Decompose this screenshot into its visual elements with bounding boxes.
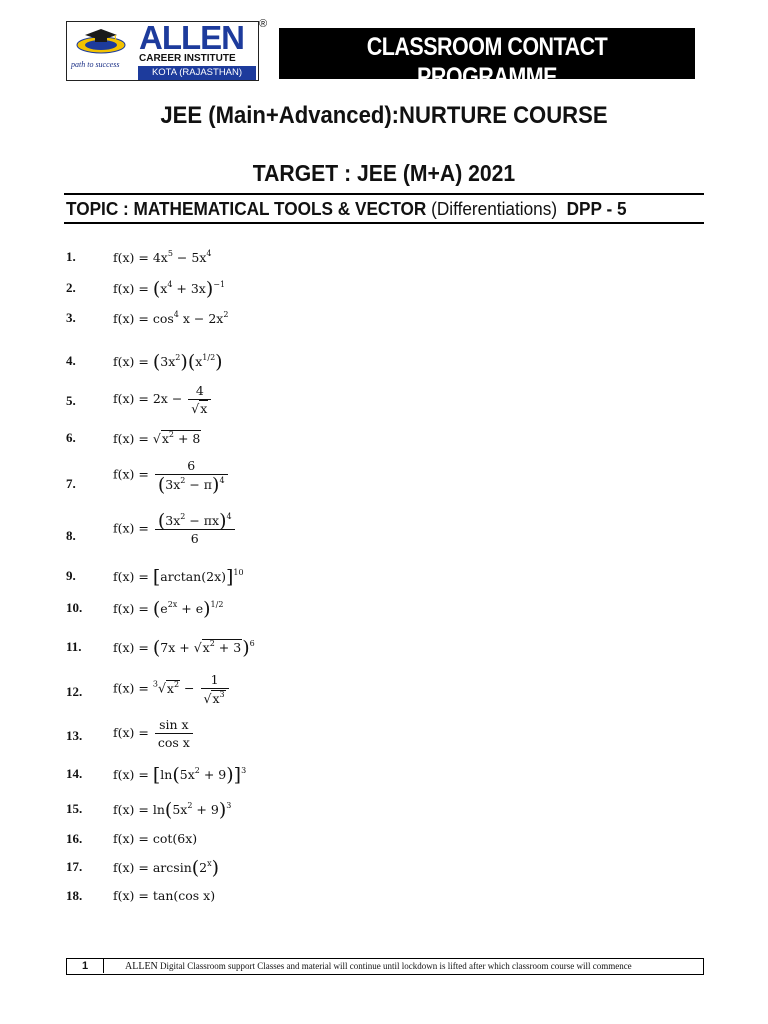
question-1 [0, 249, 768, 279]
target-title: TARGET : JEE (M+A) 2021 [252, 160, 516, 186]
question-expression: $f(x) = √x^2 + 8$ [113, 430, 201, 446]
page-number: 1 [67, 959, 104, 973]
logo-location: KOTA (RAJASTHAN) [138, 66, 256, 80]
question-number: 11. [66, 639, 82, 654]
question-number: 3. [66, 310, 76, 325]
registered-mark: ® [259, 18, 268, 30]
question-expression: f(x) = $\frac{\text{sin x}}{\text{cos x}}$ [113, 717, 195, 750]
question-18 [0, 888, 768, 918]
question-10 [0, 600, 768, 630]
question-15 [0, 801, 768, 831]
question-number: 2. [66, 280, 76, 295]
question-number: 15. [66, 801, 83, 816]
question-expression: $f(x) = [\ln(5x^2 + 9)]^3$ [113, 764, 247, 786]
question-number: 1. [66, 249, 76, 264]
question-expression: $f(x) = (3x^2)(x^{1/2})$ [113, 351, 223, 373]
question-number: 5. [66, 393, 76, 408]
question-8 [0, 510, 768, 558]
footer-text: Digital Classroom support Classes and material will continue until lockdown is lifted after which classroom course will commence [160, 961, 632, 971]
question-6 [0, 430, 768, 460]
topic-main: TOPIC : MATHEMATICAL TOOLS & VECTOR [66, 198, 427, 219]
question-number: 14. [66, 766, 83, 781]
allen-logo [66, 21, 259, 81]
question-expression: $f(x) = 4x^5 - 5x^4$ [113, 249, 212, 265]
programme-title: CLASSROOM CONTACT PROGRAMME [366, 33, 608, 91]
question-number: 12. [66, 684, 83, 699]
question-17 [0, 859, 768, 889]
question-expression: $f(x) = (7x + √x^2 + 3)^6$ [113, 637, 255, 659]
course-title: JEE (Main+Advanced):NURTURE COURSE [160, 102, 608, 129]
question-expression: $f(x) = \ln(5x^2 + 9)^3$ [113, 799, 232, 821]
question-number: 6. [66, 430, 76, 445]
question-number: 4. [66, 353, 76, 368]
question-number: 18. [66, 888, 83, 903]
topic-sub: (Differentiations) [431, 198, 558, 219]
question-expression: f(x) = $\frac{6}{(3x^2 - \pi)^4}$ [113, 458, 230, 492]
footer-brand: ALLEN [125, 961, 158, 972]
logo-wordmark: ALLEN [139, 19, 244, 56]
question-expression: $f(x) = ^3√x^2$ − $\frac{1}{√x^3}$ [113, 672, 231, 706]
question-number: 7. [66, 476, 76, 491]
question-16 [0, 831, 768, 861]
question-expression: f(x) = cot(6x) [113, 831, 198, 846]
bottom-rule [64, 222, 704, 224]
question-number: 10. [66, 600, 83, 615]
footer-note [125, 959, 632, 974]
footer [66, 958, 704, 975]
question-number: 17. [66, 859, 83, 874]
question-2 [0, 280, 768, 310]
top-rule [64, 193, 704, 195]
question-expression: $f(x) = (e^{2x} + e)^{1/2}$ [113, 598, 224, 620]
question-expression: f(x) = tan(cos x) [113, 888, 216, 903]
question-3 [0, 310, 768, 340]
question-number: 13. [66, 728, 83, 743]
programme-banner [279, 28, 695, 103]
question-number: 9. [66, 568, 76, 583]
topic-line [66, 198, 706, 220]
question-14 [0, 766, 768, 796]
graduation-cap-icon [71, 28, 131, 54]
academic-session: (Academic Session : 2020 - 2021) [417, 92, 557, 103]
question-expression: $f(x) = \arcsin(2^x)$ [113, 857, 220, 879]
question-number: 8. [66, 528, 76, 543]
question-7 [0, 458, 768, 506]
logo-subtitle: CAREER INSTITUTE [139, 53, 236, 64]
question-11 [0, 639, 768, 669]
question-12 [0, 672, 768, 714]
question-9 [0, 568, 768, 598]
question-expression: f(x) = 2x − $\frac{4}{√x}$ [113, 383, 213, 416]
question-expression: f(x) = $\frac{(3x^2 - \pi x)^4}{6}$ [113, 512, 237, 546]
question-expression: $f(x) = [\arctan(2x)]^{10}$ [113, 566, 244, 588]
dpp-label: DPP - 5 [566, 198, 627, 219]
logo-tagline: path to success [71, 60, 120, 69]
question-expression: $f(x) = \cos^4 x - 2x^2$ [113, 310, 229, 326]
question-13 [0, 717, 768, 758]
question-expression: $f(x) = (x^4 + 3x)^{-1}$ [113, 278, 226, 300]
question-number: 16. [66, 831, 83, 846]
question-5 [0, 383, 768, 423]
question-4 [0, 353, 768, 383]
